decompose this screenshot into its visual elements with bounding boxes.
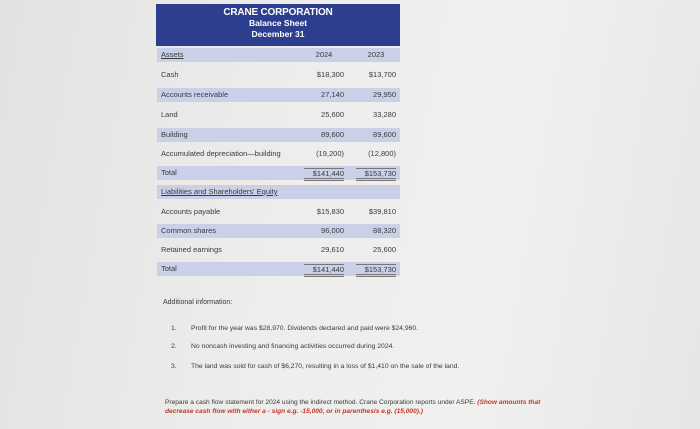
item-text: No noncash investing and financing activities occurred during 2024. — [191, 343, 395, 350]
liabilities-heading-row — [157, 185, 400, 199]
row-label: Land — [161, 110, 178, 119]
item-number: 2. — [171, 343, 177, 350]
year-2023-header: 2023 — [367, 50, 385, 59]
row-label: Common shares — [161, 226, 217, 235]
row-value-2024: (19,200) — [316, 149, 344, 158]
row-value-2023: $153,730 — [356, 264, 396, 277]
table-row — [157, 128, 400, 142]
liabilities-heading: Liabilities and Shareholders' Equity — [161, 187, 278, 196]
row-value-2024: 89,600 — [321, 130, 344, 139]
additional-info-title: Additional information: — [163, 299, 233, 306]
prompt-note-line2: decrease cash flow with either a - sign e.g. -15,000, or in parenthesis e.g. (15,000).) — [165, 408, 423, 415]
row-value-2023: 25,600 — [373, 245, 396, 254]
row-label: Cash — [161, 70, 179, 79]
prompt-text: Prepare a cash flow statement for 2024 using the indirect method. Crane Corporation reports under ASPE. — [165, 399, 476, 406]
assets-heading: Assets — [161, 50, 184, 59]
table-header-row — [157, 48, 400, 62]
row-value-2023: $153,730 — [356, 168, 396, 181]
table-row — [157, 147, 400, 161]
statement-date: December 31 — [251, 29, 305, 39]
row-value-2024: $141,440 — [304, 264, 344, 277]
row-value-2024: 96,000 — [321, 226, 344, 235]
item-number: 3. — [171, 363, 177, 370]
table-row-total — [157, 166, 400, 180]
row-label: Accounts receivable — [161, 90, 229, 99]
table-row — [157, 88, 400, 102]
row-value-2024: 29,610 — [321, 245, 344, 254]
table-row — [157, 205, 400, 219]
item-text: Profit for the year was $28,970. Dividends declared and paid were $24,960. — [191, 325, 419, 332]
row-label: Total — [161, 264, 177, 273]
table-row — [157, 224, 400, 238]
row-label: Accumulated depreciation—building — [161, 149, 281, 158]
table-row — [157, 68, 400, 82]
row-value-2023: 29,950 — [373, 90, 396, 99]
table-row-total — [157, 262, 400, 276]
table-row — [157, 243, 400, 257]
item-text: The land was sold for cash of $6,270, resulting in a loss of $1,410 on the sale of the land. — [191, 363, 460, 370]
year-2024-header: 2024 — [315, 50, 333, 59]
company-name: CRANE CORPORATION — [223, 7, 333, 18]
row-value-2023: 89,600 — [373, 130, 396, 139]
row-value-2024: $141,440 — [304, 168, 344, 181]
row-value-2023: $39,810 — [368, 207, 396, 216]
row-value-2024: 27,140 — [321, 90, 344, 99]
row-value-2024: $18,300 — [316, 70, 344, 79]
statement-name: Balance Sheet — [248, 18, 308, 28]
table-row — [157, 108, 400, 122]
row-label: Accounts payable — [161, 207, 221, 216]
row-label: Building — [161, 130, 188, 139]
question-prompt — [165, 398, 605, 416]
row-value-2024: 25,600 — [321, 110, 344, 119]
row-value-2023: $13,700 — [368, 70, 396, 79]
item-number: 1. — [171, 325, 177, 332]
row-value-2023: 88,320 — [373, 226, 396, 235]
row-value-2023: (12,800) — [368, 149, 396, 158]
row-label: Retained earnings — [161, 245, 222, 254]
row-value-2023: 33,280 — [373, 110, 396, 119]
prompt-note-line1: (Show amounts that — [477, 399, 541, 406]
row-value-2024: $15,830 — [316, 207, 344, 216]
statement-header — [156, 4, 400, 46]
row-label: Total — [161, 168, 177, 177]
